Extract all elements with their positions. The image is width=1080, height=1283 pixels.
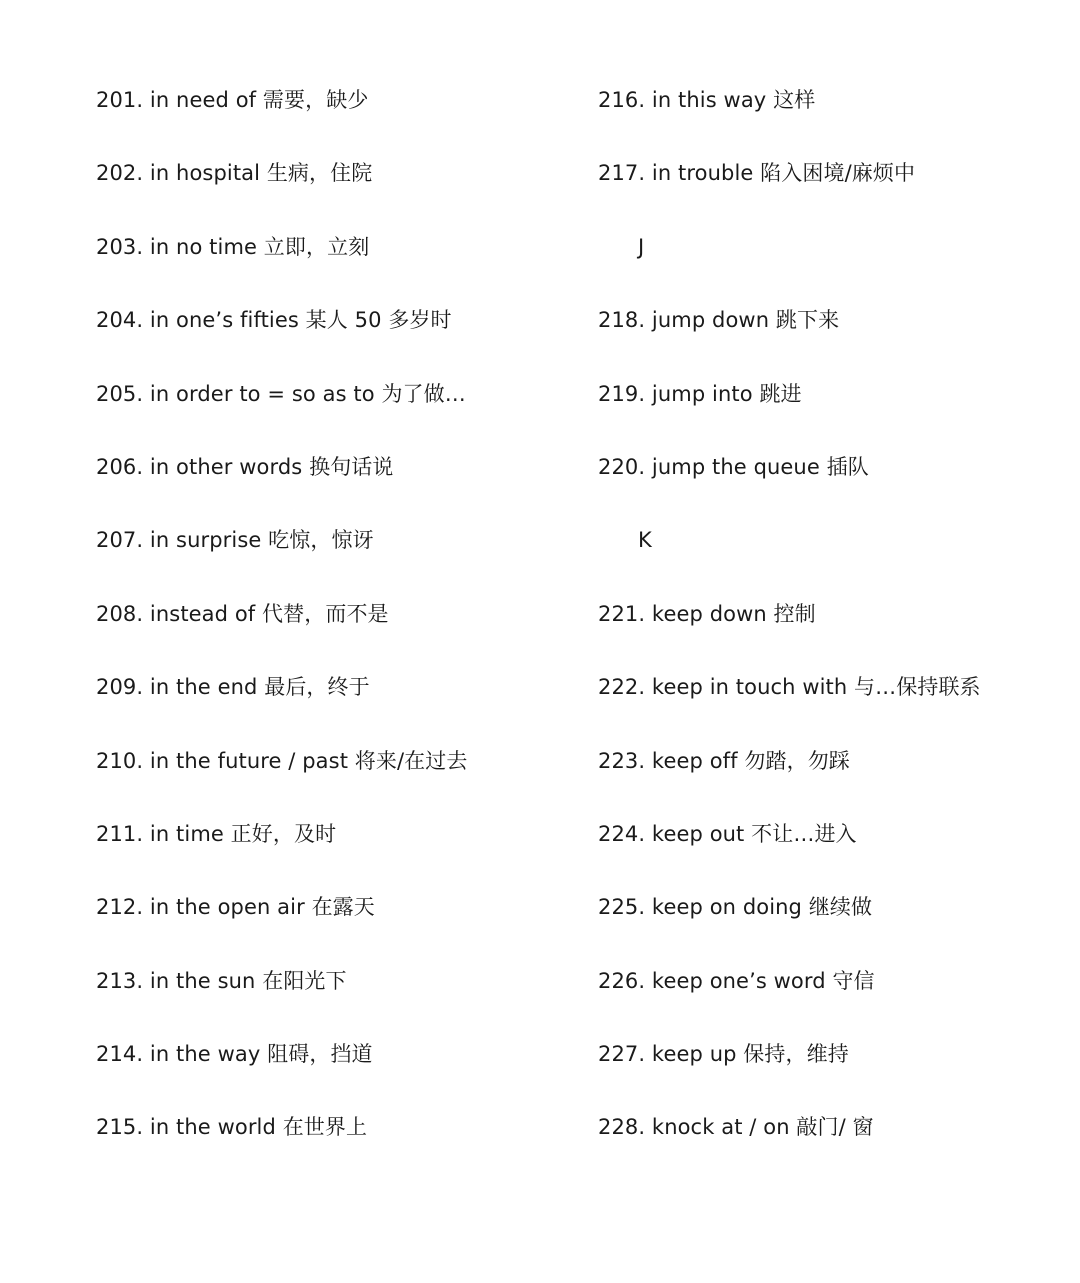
phrase-entry-205: 205. in order to = so as to 为了做… <box>96 381 466 406</box>
phrase-entry-207: 207. in surprise 吃惊，惊讶 <box>96 528 374 553</box>
phrase-entry-212: 212. in the open air 在露天 <box>96 895 375 920</box>
phrase-entry-227: 227. keep up 保持，维持 <box>598 1042 849 1067</box>
phrase-list-right <box>598 64 1058 1165</box>
phrase-entry-216: 216. in this way 这样 <box>598 88 816 112</box>
phrase-entry-210: 210. in the future / past 将来/在过去 <box>96 748 468 773</box>
phrase-entry-222: 222. keep in touch with 与…保持联系 <box>598 675 981 700</box>
phrase-entry-204: 204. in one’s fifties 某人 50 多岁时 <box>96 308 452 333</box>
phrase-entry-214: 214. in the way 阻碍，挡道 <box>96 1042 373 1067</box>
phrase-entry-220: 220. jump the queue 插队 <box>598 454 869 479</box>
phrase-entry-209: 209. in the end 最后，终于 <box>96 675 370 700</box>
phrase-entry-219: 219. jump into 跳进 <box>598 381 802 406</box>
phrase-entry-203: 203. in no time 立即，立刻 <box>96 234 370 259</box>
phrase-entry-215: 215. in the world 在世界上 <box>96 1115 368 1140</box>
phrase-entry-213: 213. in the sun 在阳光下 <box>96 968 347 993</box>
phrase-entry-226: 226. keep one’s word 守信 <box>598 968 875 993</box>
phrase-entry-224: 224. keep out 不让…进入 <box>598 821 857 846</box>
phrase-entry-221: 221. keep down 控制 <box>598 601 816 626</box>
phrase-entry-228: 228. knock at / on 敲门/ 窗 <box>598 1115 874 1140</box>
section-letter-j: J <box>638 234 645 259</box>
phrase-entry-208: 208. instead of 代替，而不是 <box>96 601 389 626</box>
phrase-entry-218: 218. jump down 跳下来 <box>598 308 840 333</box>
phrase-entry-202: 202. in hospital 生病，住院 <box>96 161 373 186</box>
section-letter-k: K <box>638 528 652 553</box>
phrase-entry-217: 217. in trouble 陷入困境/麻烦中 <box>598 161 916 186</box>
phrase-list-left <box>96 64 576 1165</box>
phrase-entry-223: 223. keep off 勿踏，勿踩 <box>598 748 850 773</box>
phrase-entry-201: 201. in need of 需要，缺少 <box>96 88 369 112</box>
phrase-entry-225: 225. keep on doing 继续做 <box>598 895 873 920</box>
phrase-entry-211: 211. in time 正好，及时 <box>96 821 337 846</box>
phrase-entry-206: 206. in other words 换句话说 <box>96 454 394 479</box>
